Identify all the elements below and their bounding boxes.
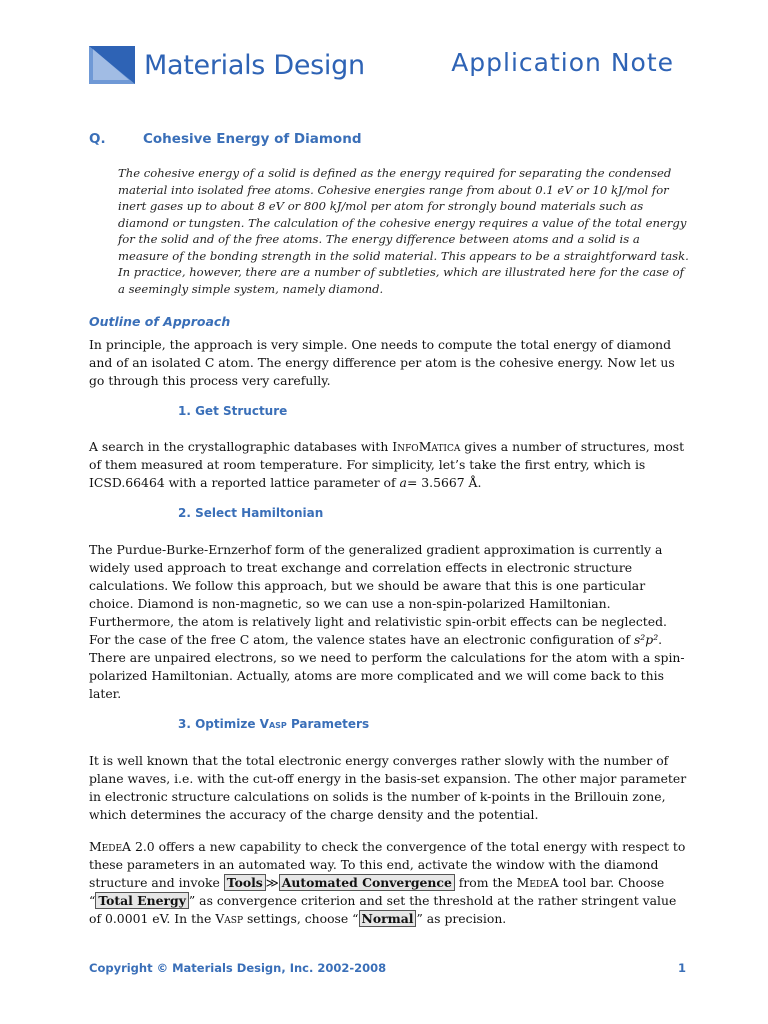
section-1-text [89,438,689,492]
outline-text: In principle, the approach is very simple. One needs to compute the total energy of diamond and of an isolated C atom. The energy difference per atom is the cohesive energy. Now let us go through this process very carefully. [89,337,675,388]
product-name-medea: MedeA [89,839,131,854]
section-2-paragraph [89,541,689,703]
text-run: The Purdue-Burke-Ernzerhof form of the generalized gradient approximation is currently a widely used approach to treat exchange and correlation effects in electronic structure calculations. We follow this approach, but we should be aware that this is one particular choice. Diamond is non-magnetic, so we can use a non-spin-polarized Hamiltonian. Furthermore, the atom is relatively light and relativistic spin-orbit effects can be neglected. For the case of the free C atom, the valence states have an electronic configuration of [89,542,667,647]
company-logo [89,46,365,84]
section-2-text [89,541,689,703]
outline-paragraph [89,336,689,390]
total-energy-option-reference: Total Energy [95,892,189,909]
page-number: 1 [677,961,686,975]
section-3-text-2 [89,838,689,928]
text-run: gives a number of structures, most of them measured at room temperature. For simplicity, let’s take the first entry, which is ICSD.66464 with a reported lattice parameter of [89,439,685,490]
text-run: ” as convergence criterion and set the threshold at the rather stringent value of 0.0001 eV. In the [89,893,677,926]
text-run: A search in the crystallographic databases with [89,439,393,454]
product-name-vasp: Vasp [259,717,287,731]
text-run: 2.0 offers a new capability to check the convergence of the total energy with respect to these parameters in an automated way. To this end, activate the window with the diamond structure and invoke [89,839,686,890]
logo-text: Materials Design [144,49,365,81]
electron-configuration: s²p² [633,632,659,647]
section-3-text-1: It is well known that the total electronic energy converges rather slowly with the number of plane waves, i.e. with the cut-off energy in the basis-set expansion. The other major parameter in electronic structure calculations on solids is the number of k-points in the Brillouin zone, which determines the accuracy of the charge density and the potential. [89,753,687,822]
section-3-heading [178,717,369,731]
section-3-paragraph-2 [89,838,689,928]
text-run: from the [454,875,517,890]
document-type-title: Application Note [451,48,674,77]
variable-a: a [399,475,407,490]
question-heading [89,131,362,147]
outline-heading: Outline of Approach [89,314,231,329]
product-name-infomatica: InfoMatica [392,439,461,454]
abstract [118,165,690,297]
materials-design-logo-icon [89,46,135,84]
question-title: Cohesive Energy of Diamond [143,131,362,147]
product-name-medea: MedeA [516,875,559,890]
text-run: settings, choose “ [243,911,359,926]
section-1-heading: 1. Get Structure [178,404,288,418]
page-footer [89,961,686,975]
menu-arrow: ≫ [265,875,279,890]
text-run: ” as precision. [416,911,507,926]
normal-option-reference: Normal [359,910,417,927]
section-1-paragraph [89,438,689,492]
section-2-heading: 2. Select Hamiltonian [178,506,324,520]
automated-convergence-menu-reference: Automated Convergence [279,874,455,891]
section-3-paragraph-1 [89,752,689,824]
text-run: tool bar. Choose “ [89,875,665,908]
question-label: Q. [89,131,106,147]
tools-menu-reference: Tools [224,874,266,891]
copyright-text: Copyright © Materials Design, Inc. 2002-2008 [89,961,387,975]
heading-run: Parameters [286,717,370,731]
text-run: = 3.5667 Å. [406,475,482,490]
heading-run: 3. Optimize [178,717,260,731]
product-name-vasp: Vasp [215,911,243,926]
abstract-text: The cohesive energy of a solid is defined as the energy required for separating the condensed material into isolated free atoms. Cohesive energies range from about 0.1 eV or 10 kJ/mol for inert gases up to about 8 eV or 800 kJ/mol per atom for strongly bound materials such as diamond or tungsten. The calculation of the cohesive energy requires a value of the total energy for the solid and of the free atoms. The energy difference between atoms and a solid is a measure of the bonding strength in the solid material. This appears to be a straightforward task. In practice, however, there are a number of subtleties, which are illustrated here for the case of a seemingly simple system, namely diamond. [118,166,689,296]
text-run: . There are unpaired electrons, so we need to perform the calculations for the atom with a spin-polarized Hamiltonian. Actually, atoms are more complicated and we will come back to this later. [89,632,685,701]
